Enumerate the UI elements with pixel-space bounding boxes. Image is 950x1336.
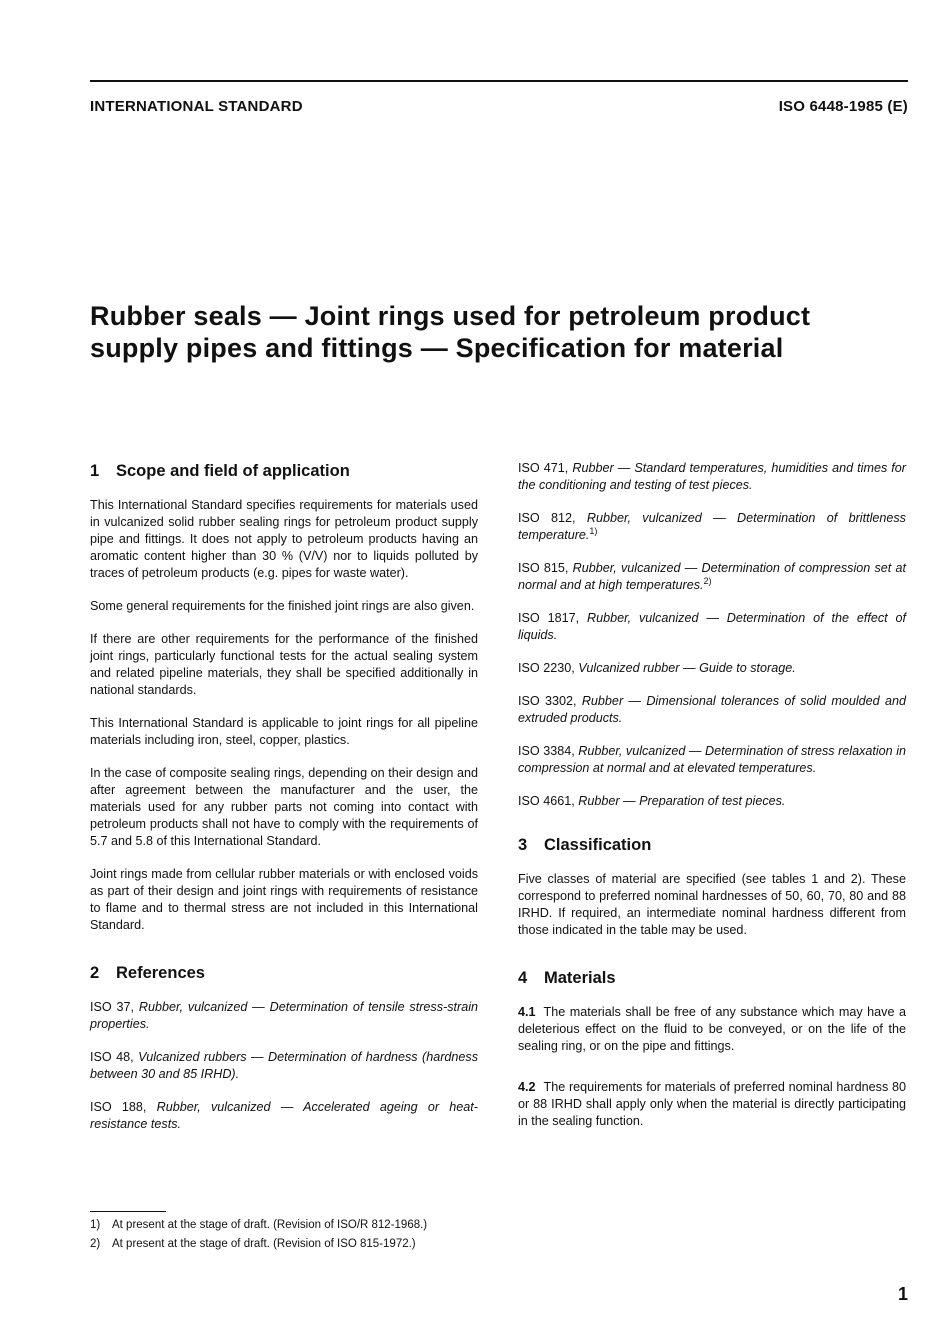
- footnote-2-text: At present at the stage of draft. (Revision of ISO 815-1972.): [112, 1238, 416, 1250]
- reference-title: Rubber — Standard temperatures, humidities and times for the conditioning and testing of test pieces.: [518, 461, 907, 492]
- footnote-1: [90, 1218, 427, 1233]
- footnote-rule: [90, 1211, 166, 1212]
- reference-title: Rubber, vulcanized — Accelerated ageing or heat-resistance tests.: [90, 1100, 478, 1131]
- reference-title: Rubber, vulcanized — Determination of brittleness temperature.: [518, 511, 906, 542]
- scope-paragraph-1: This International Standard specifies requirements for materials used in vulcanized solid rubber sealing rings for petroleum product supply pipe and fittings. It does not apply to petroleum products having an aromatic content higher than 30 % (V/V) nor to liquids polluted by traces of petroleum products (e.g. pipes for waste water).: [90, 498, 478, 580]
- section-2-title: References: [116, 964, 205, 982]
- reference-code: ISO 188,: [90, 1100, 147, 1114]
- clause-4-2-text: The requirements for materials of preferred nominal hardness 80 or 88 IRHD shall apply only when the material is directly participating in the sealing function.: [518, 1080, 906, 1128]
- scope-paragraph-4: This International Standard is applicable to joint rings for all pipeline materials including iron, steel, copper, plastics.: [90, 716, 478, 747]
- section-4-heading: [518, 967, 906, 989]
- footnote-2: [90, 1237, 416, 1252]
- footnote-marker: 2): [703, 575, 712, 586]
- section-4-number: 4: [518, 969, 528, 987]
- reference-code: ISO 3384,: [518, 744, 575, 758]
- reference-item: [90, 1099, 478, 1133]
- right-column: [518, 460, 906, 1146]
- reference-code: ISO 815,: [518, 561, 569, 575]
- reference-code: ISO 1817,: [518, 611, 580, 625]
- title-line-2: supply pipes and fittings — Specification for material: [90, 333, 784, 363]
- section-1-number: 1: [90, 462, 100, 480]
- reference-code: ISO 3302,: [518, 694, 577, 708]
- reference-title: Rubber, vulcanized — Determination of the effect of liquids.: [518, 611, 906, 642]
- section-4-title: Materials: [544, 969, 616, 987]
- reference-code: ISO 4661,: [518, 794, 575, 808]
- scope-paragraph-2: Some general requirements for the finished joint rings are also given.: [90, 599, 475, 613]
- reference-title: Rubber — Preparation of test pieces.: [578, 794, 786, 808]
- left-column: [90, 460, 478, 1149]
- reference-title: Rubber, vulcanized — Determination of compression set at normal and at high temperatures.: [518, 561, 906, 592]
- section-2-number: 2: [90, 964, 100, 982]
- scope-paragraph-5: In the case of composite sealing rings, depending on their design and after agreement between the manufacturer and the user, the materials used for any rubber parts not coming into contact with petroleum products shall not have to comply with the requirements of 5.7 and 5.8 of this International Standard.: [90, 766, 478, 848]
- reference-item: [518, 743, 906, 777]
- classification-paragraph: Five classes of material are specified (see tables 1 and 2). These correspond to preferred nominal hardnesses of 50, 60, 70, 80 and 88 IRHD. If required, an intermediate nominal hardness different from those indicated in the table may be used.: [518, 872, 906, 937]
- section-1-title: Scope and field of application: [116, 462, 350, 480]
- standard-number: ISO 6448-1985 (E): [778, 98, 908, 115]
- footnote-marker: 1): [589, 525, 598, 536]
- reference-item: [518, 510, 906, 544]
- document-title: [90, 300, 910, 364]
- section-3-number: 3: [518, 836, 528, 854]
- reference-title: Rubber, vulcanized — Determination of stress relaxation in compression at normal and at elevated temperatures.: [518, 744, 906, 775]
- reference-item: [90, 1049, 478, 1083]
- reference-title: Vulcanized rubber — Guide to storage.: [578, 661, 796, 675]
- section-3-heading: [518, 834, 906, 856]
- footnote-1-text: At present at the stage of draft. (Revision of ISO/R 812-1968.): [112, 1219, 428, 1231]
- section-3-title: Classification: [544, 836, 652, 854]
- reference-title: Vulcanized rubbers — Determination of hardness (hardness between 30 and 85 IRHD).: [90, 1050, 479, 1081]
- clause-4-2: [518, 1079, 906, 1130]
- reference-code: ISO 37,: [90, 1000, 135, 1014]
- reference-item: [518, 460, 906, 494]
- reference-item: [518, 660, 906, 677]
- standard-type-label: INTERNATIONAL STANDARD: [90, 98, 303, 115]
- page-number: 1: [897, 1284, 908, 1304]
- reference-code: ISO 471,: [518, 461, 569, 475]
- reference-item: [90, 999, 478, 1033]
- reference-code: ISO 48,: [90, 1050, 134, 1064]
- section-1-heading: [90, 460, 478, 482]
- reference-code: ISO 2230,: [518, 661, 575, 675]
- header-rule: [90, 80, 908, 82]
- scope-paragraph-3: If there are other requirements for the performance of the finished joint rings, particularly functional tests for the actual sealing system and related pipeline materials, they shall be specified additionally in national standards.: [90, 632, 478, 697]
- reference-item: [518, 793, 906, 810]
- reference-item: [518, 693, 906, 727]
- title-line-1: Rubber seals — Joint rings used for petroleum product: [90, 301, 811, 331]
- footnote-2-number: 2): [90, 1238, 101, 1250]
- reference-item: [518, 610, 906, 644]
- reference-code: ISO 812,: [518, 511, 576, 525]
- footnote-1-number: 1): [90, 1219, 101, 1231]
- reference-title: Rubber, vulcanized — Determination of tensile stress-strain properties.: [90, 1000, 479, 1031]
- clause-4-1: [518, 1004, 906, 1055]
- clause-4-1-number: 4.1: [518, 1005, 536, 1019]
- clause-4-1-text: The materials shall be free of any substance which may have a deleterious effect on the fluid to be conveyed, or on the life of the sealing ring, or on the pipe and fittings.: [518, 1005, 906, 1053]
- reference-item: [518, 560, 906, 594]
- clause-4-2-number: 4.2: [518, 1080, 536, 1094]
- scope-paragraph-6: Joint rings made from cellular rubber materials or with enclosed voids as part of their design and joint rings with requirements of resistance to flame and to thermal stress are not included in this International Standard.: [90, 867, 478, 932]
- reference-title: Rubber — Dimensional tolerances of solid moulded and extruded products.: [518, 694, 906, 725]
- section-2-heading: [90, 962, 478, 984]
